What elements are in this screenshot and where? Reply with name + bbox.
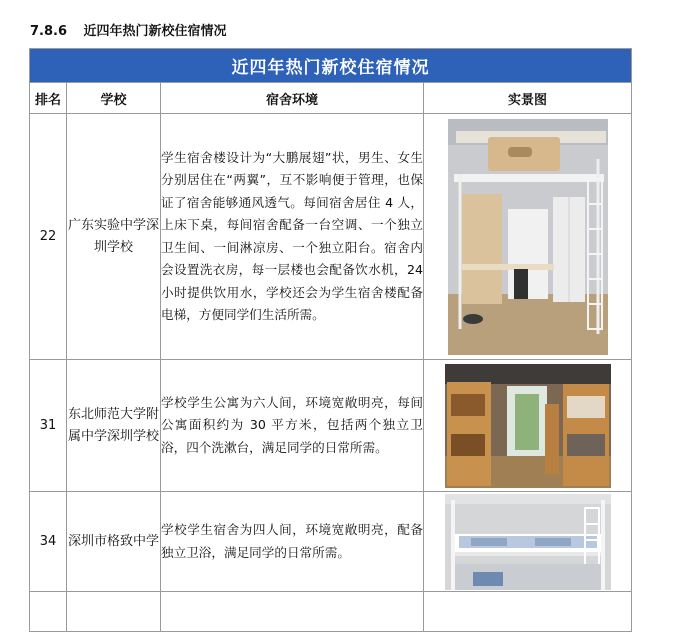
table-row — [30, 492, 632, 592]
photo-cell — [424, 114, 632, 360]
dormitory-table — [29, 48, 632, 632]
dorm-four-person-bunk-photo — [445, 494, 611, 590]
table-header-row — [30, 83, 632, 114]
section-heading — [30, 20, 227, 39]
photo-cell — [424, 360, 632, 492]
header-rank: 排名 — [30, 83, 67, 114]
header-environment: 宿舍环境 — [161, 83, 424, 114]
table-row — [30, 114, 632, 360]
school-cell: 东北师范大学附属中学深圳学校 — [67, 360, 161, 492]
environment-cell: 学校学生公寓为六人间，环境宽敞明亮，每间公寓面积约为 30 平方米，包括两个独立卫浴，四个洗漱台，满足同学的日常所需。 — [161, 360, 424, 492]
rank-cell: 34 — [30, 492, 67, 592]
rank-cell: 22 — [30, 114, 67, 360]
header-school: 学校 — [67, 83, 161, 114]
dorm-six-person-room-photo — [445, 364, 611, 488]
header-photo: 实景图 — [424, 83, 632, 114]
section-number: 7.8.6 — [30, 24, 68, 39]
school-cell: 广东实验中学深圳学校 — [67, 114, 161, 360]
rank-cell: 31 — [30, 360, 67, 492]
table-row — [30, 360, 632, 492]
dorm-loft-bed-photo — [448, 119, 608, 355]
school-cell: 深圳市格致中学 — [67, 492, 161, 592]
environment-cell: 学生宿舍楼设计为“大鹏展翅”状，男生、女生分别居住在“两翼”，互不影响便于管理，也保证了宿舍能够通风透气。每间宿舍居住 4 人，上床下桌，每间宿舍配备一台空调、一个独立卫生间、一间淋凉房、一个独立阳台。宿舍内会设置洗衣房，每一层楼也会配备饮水机，24 小时提供饮用水，学校还会为学生宿舍楼配备电梯，方便同学们生活所需。 — [161, 114, 424, 360]
photo-cell — [424, 492, 632, 592]
table-row-partial — [30, 592, 632, 632]
section-title: 近四年热门新校住宿情况 — [83, 24, 227, 39]
environment-cell: 学校学生宿舍为四人间，环境宽敞明亮，配备独立卫浴，满足同学的日常所需。 — [161, 492, 424, 592]
table-title: 近四年热门新校住宿情况 — [30, 49, 632, 83]
